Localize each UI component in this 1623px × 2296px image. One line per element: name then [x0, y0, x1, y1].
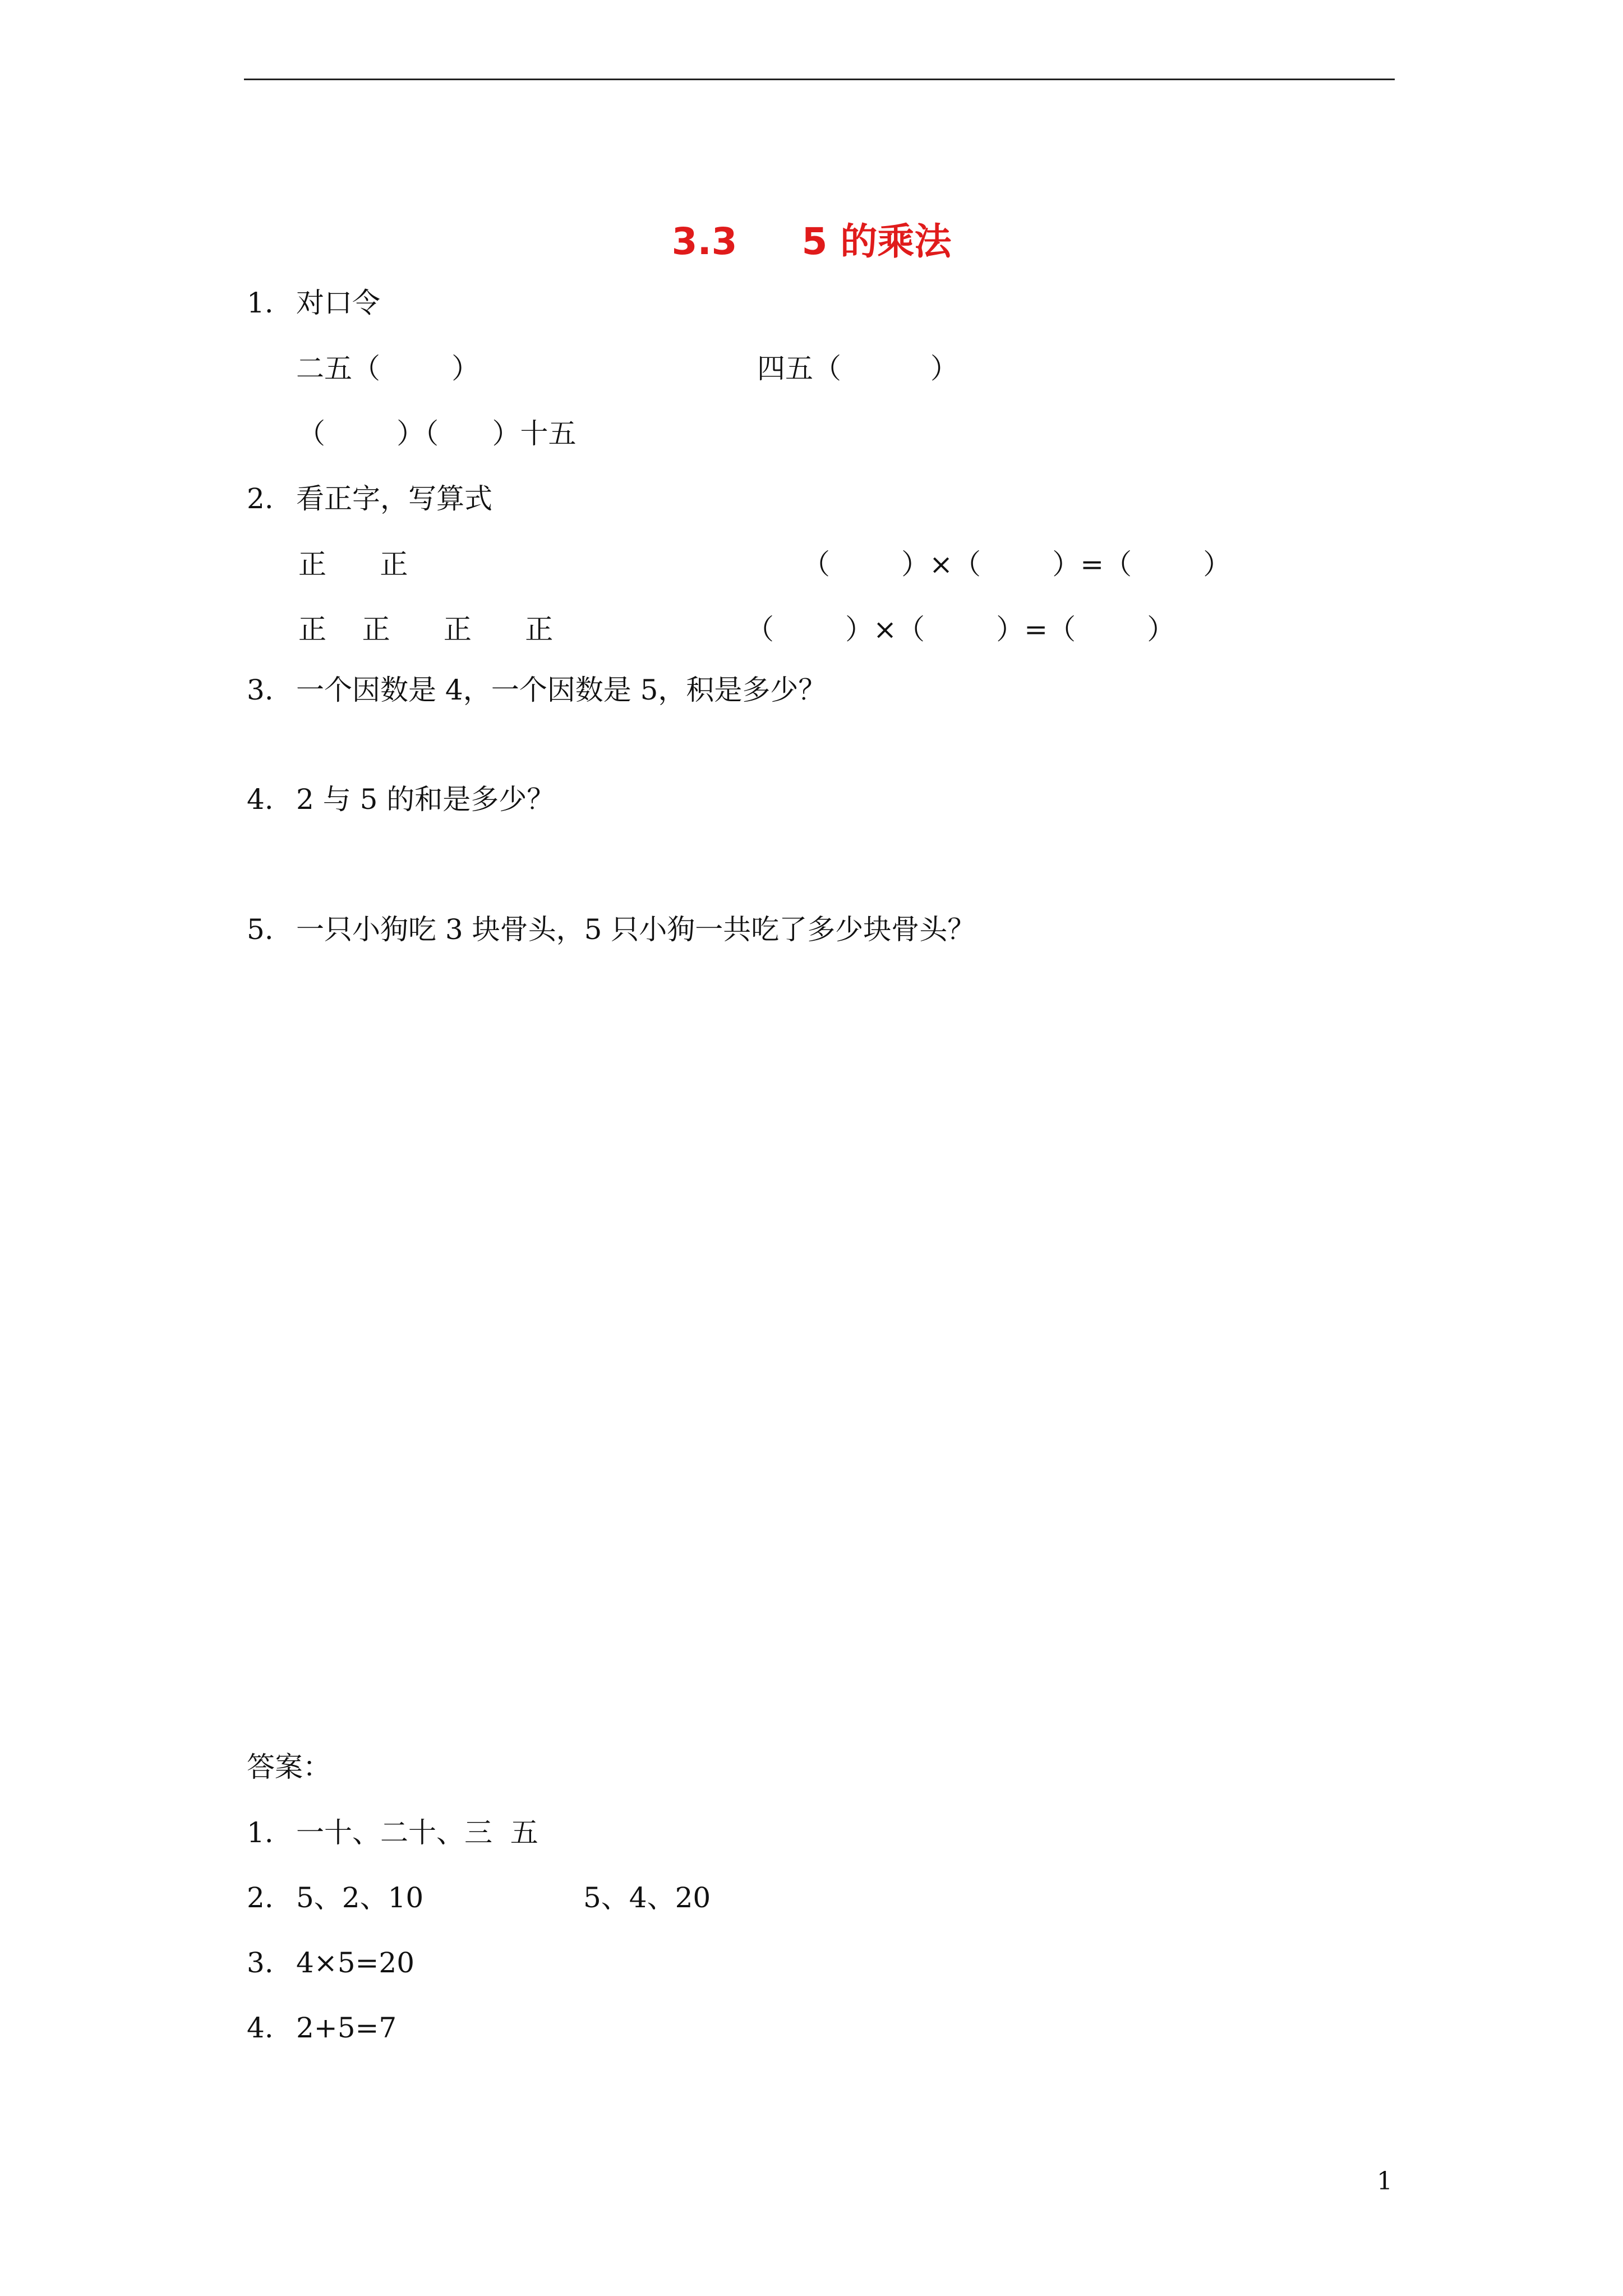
answer-4-number: 4.	[247, 2012, 274, 2044]
q1-blank-a: 二五（ ）	[296, 352, 480, 385]
q2-tally-a: 正 正	[298, 548, 408, 581]
question-5-text: 一只小狗吃 3 块骨头，5 只小狗一共吃了多少块骨头？	[296, 913, 976, 946]
q2-formula-a: （ ）×（ ）=（ ）	[802, 548, 1232, 581]
question-3-text: 一个因数是 4，一个因数是 5，积是多少？	[296, 674, 827, 706]
header-rule	[244, 79, 1395, 80]
answer-4-text: 2+5=7	[296, 2012, 397, 2044]
question-2-number: 2.	[247, 482, 274, 515]
answer-2-number: 2.	[247, 1881, 274, 1914]
question-5-number: 5.	[247, 913, 274, 946]
q1-blank-c: （ ）（ ）十五	[297, 417, 577, 450]
answer-3-text: 4×5=20	[296, 1947, 415, 1979]
question-2-text: 看正字，写算式	[296, 482, 492, 515]
question-3-number: 3.	[247, 674, 274, 706]
answer-1-number: 1.	[247, 1816, 274, 1849]
answers-heading: 答案：	[247, 1751, 331, 1783]
answer-3-number: 3.	[247, 1947, 274, 1979]
question-1-text: 对口令	[296, 287, 380, 319]
question-4-number: 4.	[247, 783, 274, 816]
q2-tally-b: 正 正 正 正	[298, 613, 554, 646]
page-title: 3.3 5 的乘法	[671, 220, 952, 263]
answer-2-extra: 5、4、20	[583, 1881, 711, 1914]
answer-1-text: 一十、二十、三 五	[296, 1816, 538, 1849]
question-4-text: 2 与 5 的和是多少？	[296, 783, 555, 816]
q2-formula-b: （ ）×（ ）=（ ）	[746, 613, 1175, 646]
page-number: 1	[1377, 2167, 1393, 2196]
q1-blank-b: 四五（ ）	[757, 352, 958, 385]
answer-2-text: 5、2、10	[296, 1881, 424, 1914]
question-1-number: 1.	[247, 287, 274, 319]
